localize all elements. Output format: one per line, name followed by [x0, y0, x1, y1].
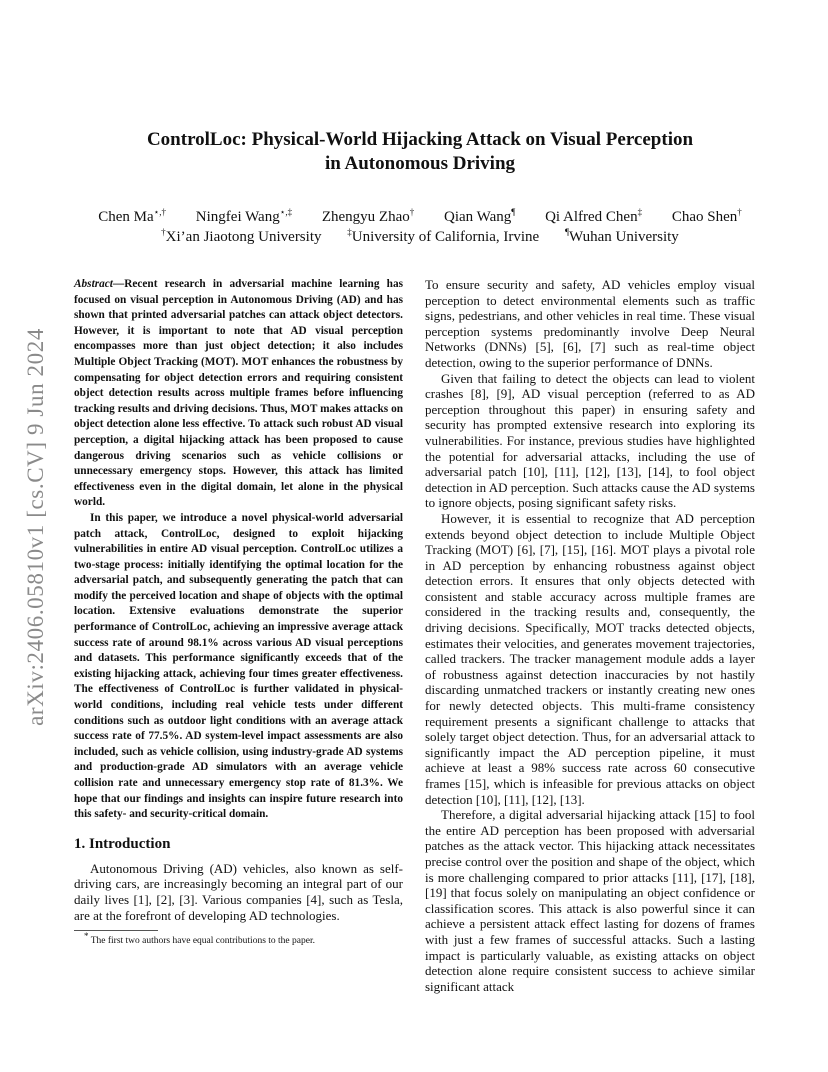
body-paragraph: Therefore, a digital adversarial hijacking attack [15] to fool the entire AD perception has been proposed with adversarial patches as the attack vector. This hijacking attack necessitates precise control over the position and shape of the object, which is more challenging compared to prior attacks [11], [17], [18], [19] that focus solely on manipulating an object confidence or classification scores. This attack is also powerful since it can achieve a persistent attack effect lasting for dozens of frames with just a few frames of successful attacks. Such a lasting impact is particularly valuable, as existing attacks on object detection alone require consistent success to achieve similar significant attack [425, 807, 755, 994]
author-name: Zhengyu Zhao [321, 209, 410, 225]
author-name: Ningfei Wang [195, 209, 280, 225]
author-mark: † [737, 207, 742, 217]
introduction-paragraph-1: Autonomous Driving (AD) vehicles, also known as self-driving cars, are increasingly becoming an integral part of our daily lives [1], [2], [3]. Various companies [4], such as Tesla, are at the forefront of developing AD technologies. [74, 860, 403, 923]
right-column [425, 277, 755, 994]
affiliation-list [80, 228, 760, 247]
affiliation-name: Xi’an Jiaotong University [165, 229, 322, 245]
footnote-text: The first two authors have equal contributions to the paper. [90, 936, 315, 947]
author [196, 209, 292, 225]
title-line-1: ControlLoc: Physical-World Hijacking Attack on Visual Perception [146, 129, 694, 150]
author [444, 209, 515, 225]
abstract-label: Abstract [74, 278, 113, 290]
body-paragraph: Given that failing to detect the objects can lead to violent crashes [8], [9], AD visual perception (referred to as AD perception throughout this paper) in ensuring safety and security has prompted extensive research into exploring its vulnerabilities. For instance, previous studies have highlighted the potential for adversarial attacks, including the use of adversarial patch [10], [11], [12], [13], [14], to fool object detection in AD perception. Such attacks cause the AD systems to ignore objects, posing significant safety risks. [425, 370, 755, 511]
affiliation [347, 229, 539, 245]
section-heading-introduction: 1. Introduction [74, 835, 171, 852]
author-mark: ‡ [637, 207, 643, 217]
body-paragraph: However, it is essential to recognize that AD perception extends beyond object detection to include Multiple Object Tracking (MOT) [6], [7], [15], [16]. MOT plays a pivotal role in AD perception by enhancing robustness against object detection errors. It ensures that only objects detected with consistent and stable accuracy across multiple frames are considered in the tracking results and, consequently, the driving decisions. Specifically, MOT tracks detected objects, estimates their velocities, and generates movement trajectories, called trackers. The tracker management module adds a layer of robustness against detection inaccuracies by not hastily discarding unmatched trackers or instantly creating new ones for newly detected objects. This multi-frame consistency requirement presents a significant challenge to attacks that solely target object detection. Thus, for an adversarial attack to significantly impact the AD perception pipeline, it must achieve at least a 98% success rate across 60 consecutive frames [15], which is infeasible for previous attacks on object detection [10], [11], [12], [13]. [425, 510, 755, 807]
author-name: Qi Alfred Chen [545, 209, 638, 225]
body-paragraph: To ensure security and safety, AD vehicles employ visual perception to detect environmental elements such as traffic signs, pedestrians, and other vehicles in real time. These visual perception systems predominantly involve Deep Neural Networks (DNNs) [5], [6], [7] such as real-time object detection, owing to the superior performance of DNNs. [425, 277, 755, 370]
footnote-mark: * [84, 931, 89, 941]
author [322, 209, 414, 225]
abstract [74, 277, 403, 823]
author-mark: ⋆,‡ [279, 207, 293, 217]
affiliation [161, 229, 321, 245]
title-line-2: in Autonomous Driving [324, 153, 516, 174]
arxiv-identifier-stamp [16, 292, 56, 762]
author-mark: † [409, 207, 415, 217]
affiliation-name: Wuhan University [569, 229, 679, 245]
author-name: Chao Shen [671, 209, 738, 225]
abstract-paragraph-1 [74, 277, 403, 511]
author-name: Chen Ma [98, 209, 154, 225]
author-mark: ⋆,† [153, 207, 167, 217]
abstract-text-1: —Recent research in adversarial machine learning has focused on visual perception in Autonomous Driving (AD) and has shown that printed adversarial patches can attack object detectors. However, it is important to note that AD visual perception encompasses more than just object detection; it also includes Multiple Object Tracking (MOT). MOT enhances the robustness by compensating for object detection errors and requiring consistent object detection results across multiple frames before influencing tracking results and driving decisions. Thus, MOT makes attacks on object detection alone less effective. To attack such robust AD visual perception, a digital hijacking attack has been proposed to cause dangerous driving scenarios such as vehicle collisions or unnecessary emergency stops. However, this attack has limited effectiveness even in the digital domain, let alone in the physical world. [74, 278, 403, 509]
author [98, 209, 166, 225]
footnote [74, 931, 403, 947]
affiliation-mark: ¶ [564, 227, 570, 237]
paper-title [80, 128, 760, 176]
author-name: Qian Wang [444, 209, 512, 225]
arxiv-identifier-text: arXiv:2406.05810v1 [cs.CV] 9 Jun 2024 [23, 328, 48, 726]
affiliation-name: University of California, Irvine [351, 229, 540, 245]
author-list [80, 208, 760, 227]
author [672, 209, 742, 225]
abstract-paragraph-2: In this paper, we introduce a novel physical-world adversarial patch attack, ControlLoc, designed to exploit hijacking vulnerabilities in entire AD visual perception. ControlLoc utilizes a two-stage process: initially identifying the optimal location for the adversarial patch, and subsequently generating the patch that can modify the perceived location and shape of objects with the optimal location. Extensive evaluations demonstrate the superior performance of ControlLoc, achieving an impressive average attack success rate of around 98.1% across various AD visual perceptions and datasets. This performance significantly exceeds that of the existing hijacking attack, achieving four times greater effectiveness. The effectiveness of ControlLoc is further validated in physical-world conditions, including real vehicle tests under different conditions such as outdoor light conditions with an average attack success rate of 77.5%. AD system-level impact assessments are also included, such as vehicle collision, using industry-grade AD systems and production-grade AD simulators with an average vehicle collision rate and unnecessary emergency stop rate of 81.3%. We hope that our findings and insights can inspire future research into this safety- and security-critical domain. [74, 511, 403, 821]
author-mark: ¶ [511, 207, 516, 217]
affiliation-mark: † [161, 227, 166, 237]
author [545, 209, 642, 225]
introduction-body [74, 861, 403, 923]
left-column [74, 277, 403, 947]
affiliation-mark: ‡ [347, 227, 352, 237]
affiliation [565, 229, 679, 245]
